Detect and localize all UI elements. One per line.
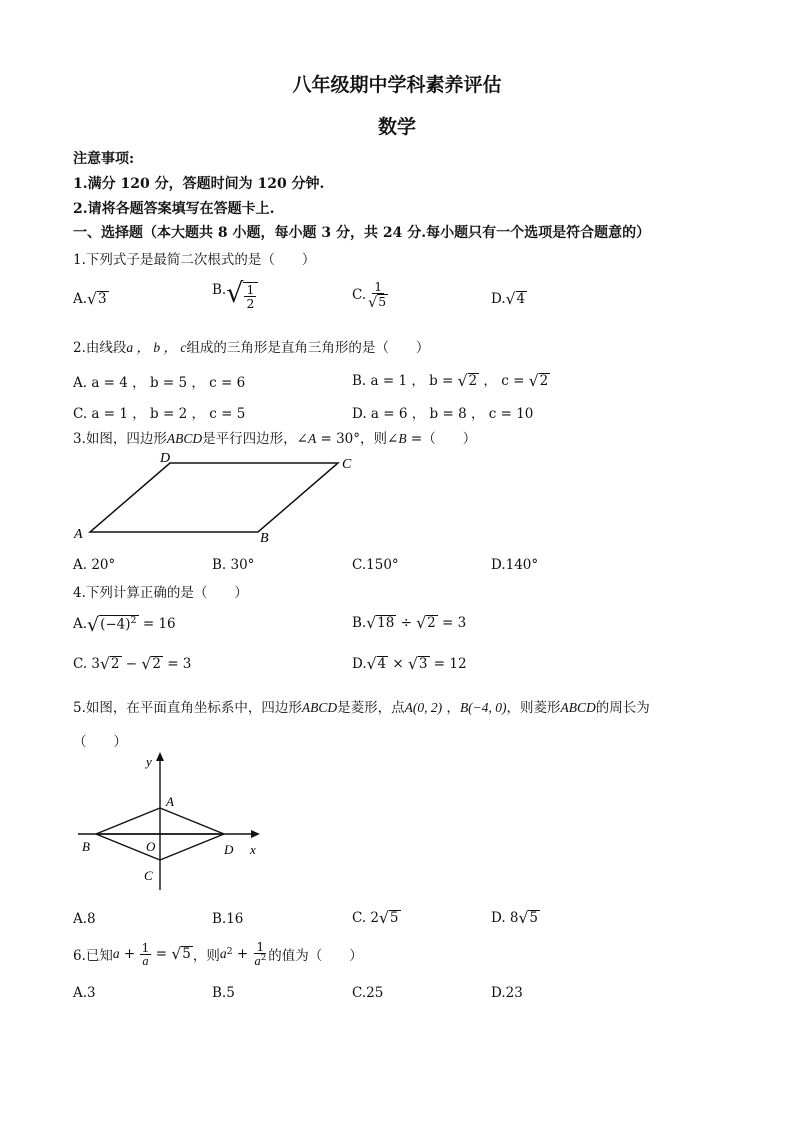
stem-text: 组成的三角形是直角三角形的是（ ） xyxy=(186,340,430,356)
radicand: 4 xyxy=(516,291,526,307)
option-text: ， c = xyxy=(479,373,529,389)
q2-stem xyxy=(73,336,429,356)
vertex-label-a: A xyxy=(166,794,174,809)
q6-option-d: D.23 xyxy=(491,985,523,1001)
option-label: C. 3 xyxy=(73,656,101,672)
q1-option-a xyxy=(73,290,109,308)
notes-heading: 注意事项: xyxy=(73,151,135,167)
radicand: (−4) xyxy=(100,616,131,632)
radicand: 3 xyxy=(418,656,428,672)
exponent: 2 xyxy=(260,953,267,964)
origin-label: O xyxy=(146,839,156,854)
vertex-label-c: C xyxy=(144,868,153,883)
stem-text: 3.如图，四边形 xyxy=(73,431,167,447)
q6-option-a: A.3 xyxy=(73,985,96,1001)
stem-text: 是平行四边形，∠ xyxy=(202,431,308,447)
q1-option-c: C. $\frac{1}{√5}$ xyxy=(352,279,387,312)
stem-text: 5.如图，在平面直角坐标系中，四边形 xyxy=(73,700,302,716)
radicand: 2 xyxy=(110,656,120,672)
exponent: 2 xyxy=(130,614,137,626)
vertex-label-d: D xyxy=(160,451,171,466)
radicand: 2 xyxy=(427,615,436,631)
stem-vars: a ， b ， c xyxy=(126,340,187,355)
q4-option-c: C. 3√2 − √2 = 3 xyxy=(73,655,192,673)
stem-text: ， xyxy=(442,700,460,716)
q4-stem: 4.下列计算正确的是（ ） xyxy=(73,585,248,601)
radicand: 5 xyxy=(529,910,538,926)
stem-text: 是菱形，点 xyxy=(337,700,405,716)
operator: × xyxy=(388,656,409,672)
q5-option-a: A.8 xyxy=(73,911,96,927)
var-a: a xyxy=(219,946,227,962)
stem-text: ，则 xyxy=(192,948,220,965)
radicand: 3 xyxy=(97,291,107,307)
q1-option-b xyxy=(212,278,258,310)
option-text: = 12 xyxy=(429,656,467,672)
stem-shape: ABCD xyxy=(301,700,338,715)
q3-option-a: A. 20° xyxy=(73,557,116,573)
q5-rhombus-figure xyxy=(70,750,270,895)
radicand: 5 xyxy=(389,910,399,926)
q1-option-d: D.√4 xyxy=(491,290,526,308)
option-label: B. xyxy=(352,615,367,631)
numerator: 1 xyxy=(256,939,265,954)
q4-option-d: D.√4 × √3 = 12 xyxy=(352,655,467,673)
parallelogram-shape xyxy=(90,463,338,532)
q5-option-d: D. 8√5 xyxy=(491,909,538,927)
option-text: B. a = 1 ， b = xyxy=(352,373,458,389)
q3-option-c: C.150° xyxy=(352,557,399,573)
stem-shape: ABCD xyxy=(560,700,596,715)
vertex-label-c: C xyxy=(342,457,352,472)
radicand: 2 xyxy=(468,373,478,389)
operator: + xyxy=(232,946,253,963)
operator: ÷ xyxy=(396,615,417,631)
q2-option-c: C. a = 1 ， b = 2 ， c = 5 xyxy=(73,406,246,422)
radicand: 18 xyxy=(377,615,395,631)
option-label: A. xyxy=(73,616,88,632)
stem-text: ，则菱形 xyxy=(506,700,561,716)
exponent: 2 xyxy=(226,946,233,957)
vertex-label-b: B xyxy=(260,531,269,546)
stem-text: 的周长为 xyxy=(595,700,650,716)
denominator: a xyxy=(142,953,149,968)
q3-stem xyxy=(73,427,476,447)
option-label: C. 2 xyxy=(352,910,380,926)
vertex-label-a: A xyxy=(74,527,83,542)
point-b-coords: B(−4, 0) xyxy=(459,700,507,715)
q5-answer-paren: （ ） xyxy=(73,734,127,750)
q6-stem: 6.已知 a + $\frac{1}{a}$ = √5 ，则 a 2 + $\frac{1}{a^2}$ 的值为（ ） xyxy=(73,939,363,969)
q5-stem xyxy=(73,696,650,716)
option-label: D. xyxy=(491,291,506,307)
radicand: 5 xyxy=(378,294,387,310)
y-axis-arrow xyxy=(156,752,164,761)
operator: + xyxy=(119,946,140,963)
option-label: D. 8 xyxy=(491,910,519,926)
option-label: B. xyxy=(212,282,227,298)
q3-option-b: B. 30° xyxy=(212,557,255,573)
section-heading: 一、选择题（本大题共 8 小题，每小题 3 分，共 24 分.每小题只有一个选项是符合题意的） xyxy=(73,225,651,241)
option-text: = 16 xyxy=(138,616,176,632)
stem-text: 的值为（ ） xyxy=(268,948,363,965)
q3-parallelogram-figure xyxy=(70,450,370,550)
numerator: 1 xyxy=(141,939,150,955)
option-label: C. xyxy=(352,287,367,303)
stem-text: =（ ） xyxy=(406,431,477,447)
denominator: 2 xyxy=(246,296,255,312)
stem-text: 2.由线段 xyxy=(73,340,127,356)
stem-text: 6.已知 xyxy=(73,948,113,965)
note-item-2: 2.请将各题答案填写在答题卡上. xyxy=(73,201,275,217)
note-item-1: 1.满分 120 分，答题时间为 120 分钟. xyxy=(73,176,325,192)
var-a: a xyxy=(112,946,120,962)
exam-title: 八年级期中学科素养评估 xyxy=(292,74,502,96)
stem-shape: ABCD xyxy=(166,431,203,446)
radicand: 5 xyxy=(182,946,191,963)
q4-option-a: $A.√(-4)^2 = 16$ xyxy=(73,614,176,636)
q1-stem: 1.下列式子是最简二次根式的是（ ） xyxy=(73,252,316,268)
option-text: = 3 xyxy=(162,656,192,672)
q6-option-c: C.25 xyxy=(352,985,384,1001)
stem-angle-b: B xyxy=(398,431,407,446)
axis-label-x: x xyxy=(250,842,256,857)
axis-label-y: y xyxy=(146,754,152,769)
numerator: 1 xyxy=(374,279,383,294)
vertex-label-b: B xyxy=(82,839,90,854)
point-a-coords: A(0, 2) xyxy=(404,700,443,715)
denominator: a xyxy=(254,954,261,969)
stem-angle-a: A xyxy=(307,431,317,446)
q2-option-b: B. a = 1 ， b = √2 ， c = √2 xyxy=(352,372,549,390)
q2-option-d: D. a = 6 ， b = 8 ， c = 10 xyxy=(352,406,534,422)
radicand: 2 xyxy=(152,656,161,672)
sqrt: √3 xyxy=(87,290,107,308)
option-label: D. xyxy=(352,656,367,672)
option-label: A. xyxy=(73,291,88,307)
q6-option-b: B.5 xyxy=(212,985,235,1001)
q2-option-a: A. a = 4 ， b = 5 ， c = 6 xyxy=(73,375,246,391)
option-text: = 3 xyxy=(437,615,467,631)
numerator: 1 xyxy=(246,282,255,297)
radicand: 2 xyxy=(539,373,549,389)
exam-subject: 数学 xyxy=(377,116,416,138)
sqrt: √ $\frac{1}{2}$ xyxy=(226,278,258,310)
q5-option-b: B.16 xyxy=(212,911,244,927)
operator: − xyxy=(121,656,142,672)
q5-option-c: C. 2√5 xyxy=(352,909,399,927)
vertex-label-d: D xyxy=(224,842,234,857)
stem-text: = 30°，则∠ xyxy=(316,431,399,447)
q3-option-d: D.140° xyxy=(491,557,539,573)
q4-option-b: B.√18 ÷ √2 = 3 xyxy=(352,614,467,632)
radicand: 4 xyxy=(377,656,387,672)
operator: = xyxy=(151,946,172,963)
x-axis-arrow xyxy=(251,830,260,838)
